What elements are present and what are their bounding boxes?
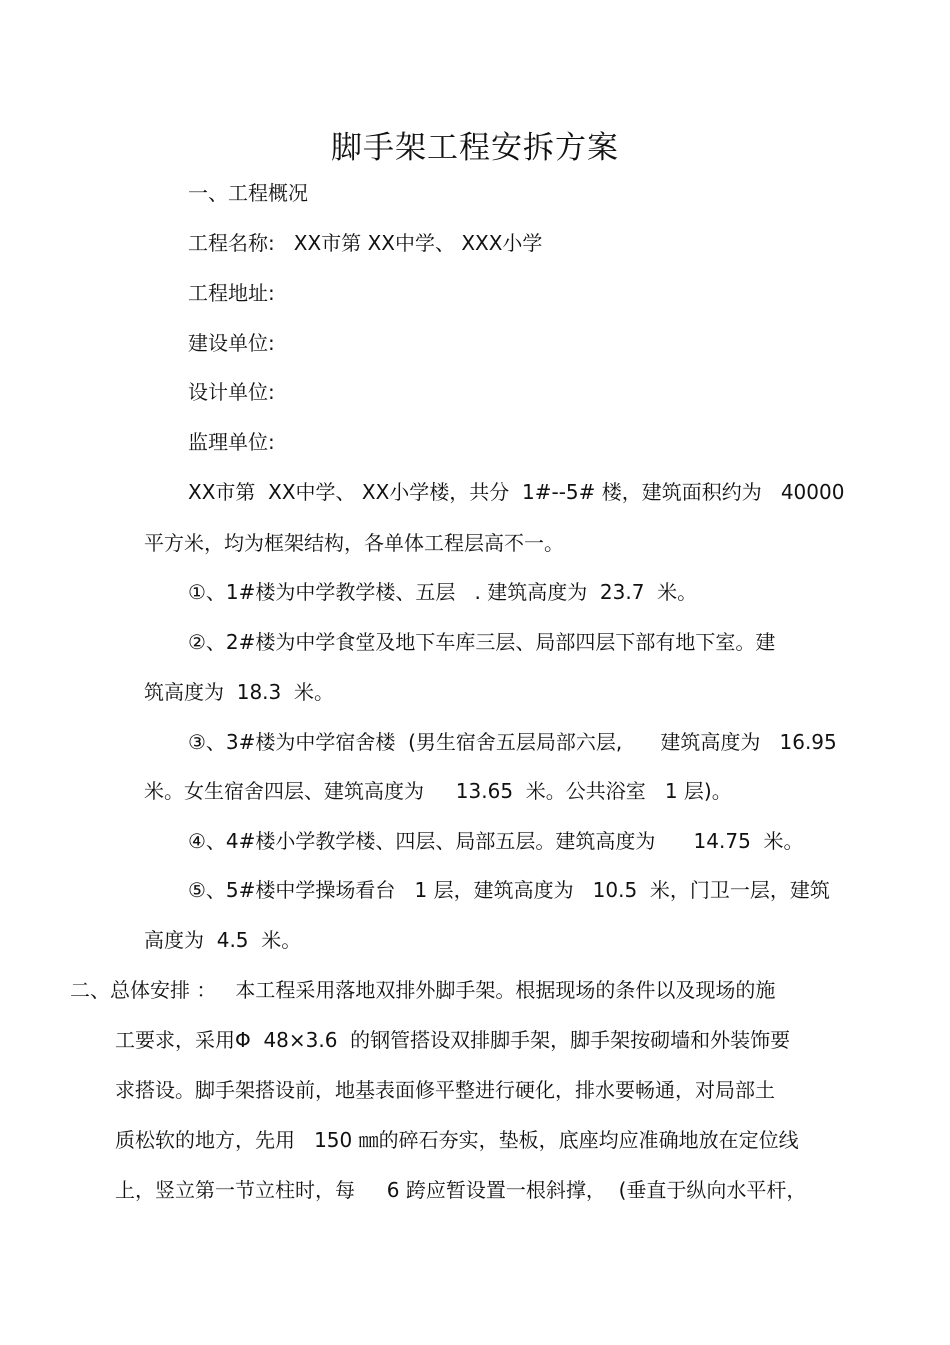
- building-item-5: ⑤、5#楼中学操场看台 1 层，建筑高度为 10.5 米，门卫一层，建筑: [188, 878, 830, 902]
- project-name-line: 工程名称: XX市第 XX中学、 XXX小学: [188, 231, 543, 255]
- section1-heading: 一、工程概况: [188, 181, 308, 205]
- building-item-2: ②、2#楼为中学食堂及地下车库三层、局部四层下部有地下室。建: [188, 630, 776, 654]
- project-address-line: 工程地址:: [188, 281, 275, 305]
- design-unit-line: 设计单位:: [188, 380, 275, 404]
- section2-paragraph-line: 上，竖立第一节立柱时，每 6 跨应暂设置一根斜撑， (垂直于纵向水平杆，: [115, 1178, 807, 1202]
- section2-paragraph-line: 求搭设。脚手架搭设前，地基表面修平整进行硬化，排水要畅通，对局部土: [115, 1078, 775, 1102]
- building-item-4: ④、4#楼小学教学楼、四层、局部五层。建筑高度为 14.75 米。: [188, 829, 804, 853]
- building-item-3: ③、3#楼为中学宿舍楼 (男生宿舍五层局部六层, 建筑高度为 16.95: [188, 730, 837, 754]
- building-item-3-cont: 米。女生宿舍四层、建筑高度为 13.65 米。公共浴室 1 层)。: [144, 779, 732, 803]
- building-item-5-cont: 高度为 4.5 米。: [144, 928, 302, 952]
- supervision-unit-line: 监理单位:: [188, 430, 275, 454]
- section2-heading-line: 二、总体安排 ： 本工程采用落地双排外脚手架。根据现场的条件以及现场的施: [70, 978, 776, 1002]
- overview-paragraph-line: XX市第 XX中学、 XX小学楼，共分 1#--5# 楼，建筑面积约为 40000: [188, 480, 845, 504]
- document-title: 脚手架工程安拆方案: [331, 130, 619, 166]
- building-item-1: ①、1#楼为中学教学楼、五层 . 建筑高度为 23.7 米。: [188, 580, 698, 604]
- section2-paragraph-line: 质松软的地方，先用 150 ㎜的碎石夯实，垫板，底座均应准确地放在定位线: [115, 1128, 799, 1152]
- building-item-2-cont: 筑高度为 18.3 米。: [144, 680, 334, 704]
- overview-paragraph-line: 平方米，均为框架结构，各单体工程层高不一。: [144, 531, 564, 555]
- construction-unit-line: 建设单位:: [188, 331, 275, 355]
- section2-paragraph-line: 工要求，采用Φ 48×3.6 的钢管搭设双排脚手架，脚手架按砌墙和外装饰要: [115, 1028, 791, 1052]
